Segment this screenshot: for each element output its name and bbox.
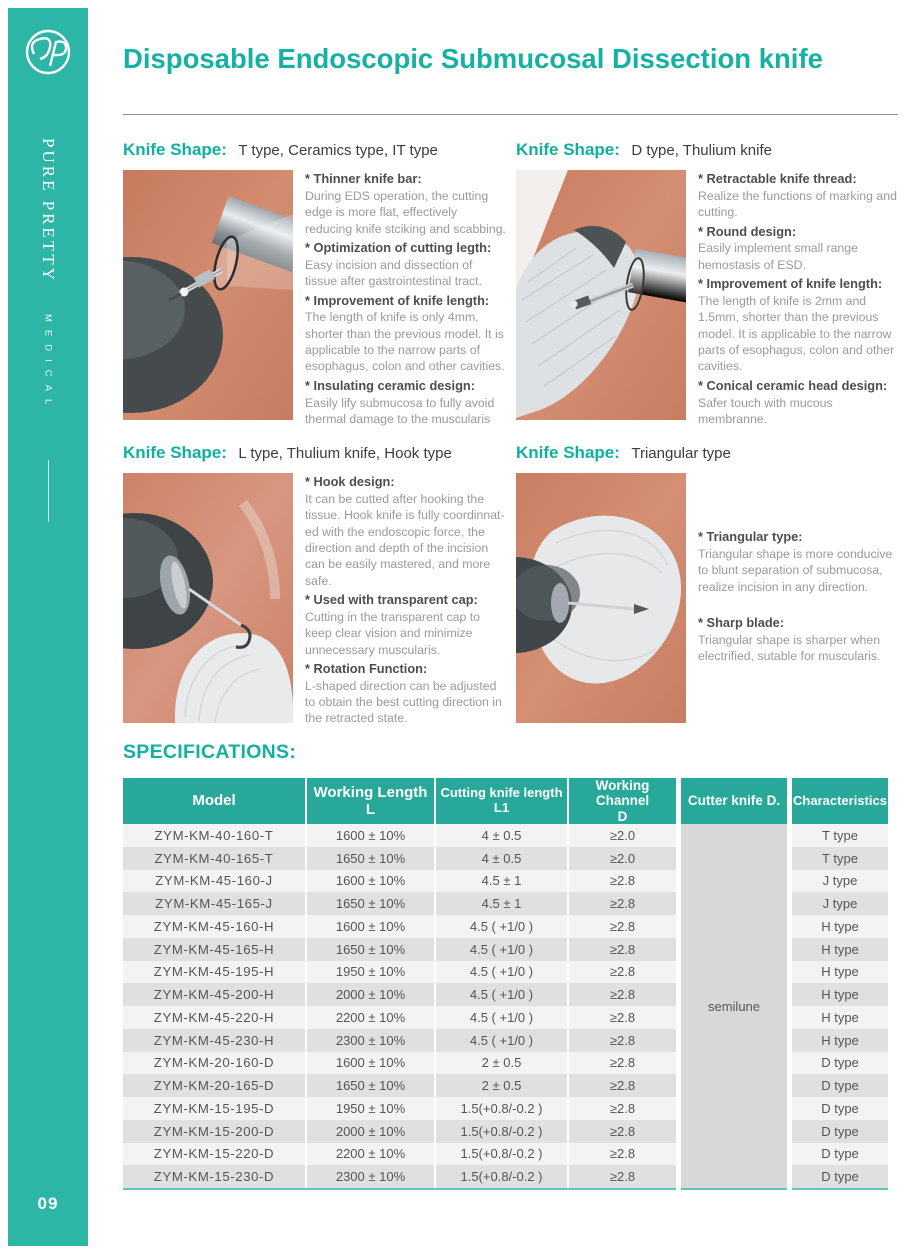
- characteristics-cell: D type: [792, 1165, 888, 1188]
- feature-description: During EDS operation, the cutting edge is more flat, effectively reducing knife stciking and scabbing.: [305, 188, 506, 236]
- cutting-knife-length-cell: 1.5(+0.8/-0.2 ): [436, 1165, 569, 1188]
- feature-list: [698, 473, 900, 685]
- spec-table-row: [123, 1052, 676, 1075]
- cutting-knife-length-cell: 4.5 ± 1: [436, 870, 569, 893]
- working-length-cell: 1600 ± 10%: [307, 824, 436, 847]
- specifications-heading: SPECIFICATIONS:: [123, 741, 297, 763]
- knife-shape-label: Knife Shape:: [123, 140, 227, 159]
- spec-main-columns: [123, 778, 676, 1190]
- spec-table-row: [123, 961, 676, 984]
- knife-shape-section-d-type: [516, 140, 900, 430]
- cutting-knife-length-cell: 4.5 ( +1/0 ): [436, 983, 569, 1006]
- section-header: [123, 443, 507, 467]
- feature-description: Realize the functions of marking and cutting.: [698, 188, 897, 220]
- feature-description: Triangular shape is more conducive to blunt separation of submucosa, realize incision in any direction.: [698, 546, 893, 594]
- cutting-knife-length-cell: 4.5 ( +1/0 ): [436, 1006, 569, 1029]
- feature-description: Easily lify submucosa to fully avoid thermal damage to the muscularis: [305, 395, 495, 426]
- characteristics-body: [792, 824, 888, 1190]
- column-header-sublabel: D: [617, 808, 628, 824]
- knife-shape-section-triangular-type: [516, 443, 900, 723]
- characteristics-cell: D type: [792, 1097, 888, 1120]
- spec-table-header: [123, 778, 676, 824]
- characteristics-cell: T type: [792, 824, 888, 847]
- spec-table-row: [123, 1006, 676, 1029]
- cutting-knife-length-cell: 1.5(+0.8/-0.2 ): [436, 1097, 569, 1120]
- working-channel-cell: ≥2.8: [609, 964, 636, 980]
- working-channel-cell: ≥2.8: [609, 1055, 636, 1071]
- spec-table-row: [123, 870, 676, 893]
- column-header-model: [123, 778, 307, 824]
- column-header-characteristics: [792, 778, 888, 824]
- working-channel-cell: ≥2.8: [609, 1078, 636, 1094]
- brand-division: MEDICAL: [42, 314, 54, 413]
- feature-description: It can be cutted after hooking the tissue. Hook knife is fully coordinnat-ed with the endoscopic force, the direction and depth of the incision can be easily mastered, and more safe.: [305, 491, 505, 588]
- feature-list: [698, 170, 900, 430]
- model-cell: ZYM-KM-15-220-D: [123, 1143, 307, 1166]
- cutting-knife-length-cell: 4.5 ( +1/0 ): [436, 915, 569, 938]
- characteristics-cell: J type: [792, 870, 888, 893]
- working-length-cell: 2000 ± 10%: [307, 1120, 436, 1143]
- spec-table-row: [123, 892, 676, 915]
- working-channel-cell: ≥2.8: [609, 1032, 636, 1048]
- cutting-knife-length-cell: 4.5 ( +1/0 ): [436, 938, 569, 961]
- column-header-working-channel: [569, 778, 676, 824]
- page-title: Disposable Endoscopic Submucosal Dissection knife: [123, 43, 823, 74]
- feature-description: Safer touch with mucous membranne.: [698, 395, 833, 426]
- working-length-cell: 1650 ± 10%: [307, 892, 436, 915]
- working-length-cell: 1650 ± 10%: [307, 847, 436, 870]
- column-header-cutting-knife-length: [436, 778, 569, 824]
- cutting-knife-length-cell: 4 ± 0.5: [436, 847, 569, 870]
- column-header-label: Cutter knife D.: [687, 793, 781, 809]
- knife-shape-label: Knife Shape:: [516, 443, 620, 462]
- spec-table-row: [123, 1143, 676, 1166]
- characteristics-cell: D type: [792, 1074, 888, 1097]
- spec-table-row: [123, 915, 676, 938]
- main-content: [123, 0, 898, 1252]
- model-cell: ZYM-KM-15-230-D: [123, 1165, 307, 1188]
- model-cell: ZYM-KM-45-165-J: [123, 892, 307, 915]
- feature-description: L-shaped direction can be adjusted to obtain the best cutting direction in the retracted state.: [305, 678, 502, 726]
- characteristics-cell: H type: [792, 1006, 888, 1029]
- knife-shape-section-hook-type: [123, 443, 507, 730]
- model-cell: ZYM-KM-45-165-H: [123, 938, 307, 961]
- characteristics-cell: D type: [792, 1052, 888, 1075]
- cutting-knife-length-cell: 2 ± 0.5: [436, 1074, 569, 1097]
- spec-table-row: [123, 938, 676, 961]
- specifications-table: [123, 778, 888, 1190]
- characteristics-cell: H type: [792, 915, 888, 938]
- feature-description: The length of knife is 2mm and 1.5mm, shorter than the previous model. It is applicable to the narrow parts of esophagus, colon and other cavities.: [698, 294, 895, 374]
- working-channel-cell: ≥2.8: [609, 873, 636, 889]
- working-length-cell: 2200 ± 10%: [307, 1143, 436, 1166]
- working-length-cell: 2300 ± 10%: [307, 1029, 436, 1052]
- feature-description: The length of knife is only 4mm, shorter than the previous model. It is applicable to the narrow parts of esophagus, colon and other cavities.: [305, 310, 505, 374]
- working-channel-cell: ≥2.8: [609, 918, 636, 934]
- feature-title: * Round design:: [698, 223, 797, 239]
- working-channel-cell: ≥2.8: [609, 1100, 636, 1116]
- feature-description: Triangular shape is sharper when electrified, sutable for muscularis.: [698, 632, 881, 664]
- working-length-cell: 1600 ± 10%: [307, 1052, 436, 1075]
- model-cell: ZYM-KM-20-165-D: [123, 1074, 307, 1097]
- feature-description: Easy incision and dissection of tissue after gastrointestinal tract.: [305, 257, 483, 289]
- working-length-cell: 2000 ± 10%: [307, 983, 436, 1006]
- working-channel-cell: ≥2.8: [609, 896, 636, 912]
- spec-table-row: [123, 983, 676, 1006]
- spec-table-row: [123, 1097, 676, 1120]
- characteristics-cell: H type: [792, 1029, 888, 1052]
- working-length-cell: 1650 ± 10%: [307, 1074, 436, 1097]
- cutting-knife-length-cell: 1.5(+0.8/-0.2 ): [436, 1120, 569, 1143]
- knife-shape-types: L type, Thulium knife, Hook type: [238, 445, 452, 462]
- characteristics-cell: H type: [792, 938, 888, 961]
- cutter-knife-column: [681, 778, 787, 1190]
- model-cell: ZYM-KM-45-230-H: [123, 1029, 307, 1052]
- d-type-knife-photo: [516, 170, 686, 420]
- feature-list: [305, 473, 507, 730]
- feature-title: * Improvement of knife length:: [305, 292, 490, 308]
- knife-shape-label: Knife Shape:: [123, 443, 227, 462]
- model-cell: ZYM-KM-45-200-H: [123, 983, 307, 1006]
- cutting-knife-length-cell: 4 ± 0.5: [436, 824, 569, 847]
- working-length-cell: 1600 ± 10%: [307, 915, 436, 938]
- characteristics-cell: D type: [792, 1120, 888, 1143]
- characteristics-cell: T type: [792, 847, 888, 870]
- pure-pretty-monogram-icon: [20, 24, 76, 80]
- feature-title: * Thinner knife bar:: [305, 171, 422, 186]
- working-length-cell: 1950 ± 10%: [307, 961, 436, 984]
- model-cell: ZYM-KM-20-160-D: [123, 1052, 307, 1075]
- column-header-sublabel: L: [365, 801, 376, 818]
- hook-type-knife-photo: [123, 473, 293, 723]
- characteristics-column: [792, 778, 888, 1190]
- characteristics-cell: H type: [792, 961, 888, 984]
- section-header: [123, 140, 507, 164]
- cutting-knife-length-cell: 1.5(+0.8/-0.2 ): [436, 1143, 569, 1166]
- knife-shape-types: D type, Thulium knife: [631, 142, 772, 159]
- model-cell: ZYM-KM-45-160-H: [123, 915, 307, 938]
- column-header-label: Working Channel: [595, 777, 650, 809]
- column-header-label: Working Length: [313, 783, 428, 801]
- spec-table-row: [123, 1165, 676, 1188]
- model-cell: ZYM-KM-45-195-H: [123, 961, 307, 984]
- knife-shape-types: T type, Ceramics type, IT type: [238, 142, 438, 159]
- feature-title: * Optimization of cutting legth:: [305, 239, 492, 255]
- feature-description: Cutting in the transparent cap to keep clear vision and minimize unnecessary muscularis.: [305, 609, 480, 657]
- sidebar-divider-line: [48, 460, 49, 522]
- brand-name: PURE PRETTY: [39, 138, 58, 283]
- cutting-knife-length-cell: 4.5 ( +1/0 ): [436, 961, 569, 984]
- knife-shape-label: Knife Shape:: [516, 140, 620, 159]
- working-channel-cell: ≥2.8: [609, 1123, 636, 1139]
- cutting-knife-length-cell: 4.5 ± 1: [436, 892, 569, 915]
- spec-table-row: [123, 1029, 676, 1052]
- working-length-cell: 1950 ± 10%: [307, 1097, 436, 1120]
- working-channel-cell: ≥2.8: [609, 941, 636, 957]
- feature-title: * Triangular type:: [698, 529, 803, 544]
- cutting-knife-length-cell: 2 ± 0.5: [436, 1052, 569, 1075]
- model-cell: ZYM-KM-45-220-H: [123, 1006, 307, 1029]
- working-channel-cell: ≥2.8: [609, 1009, 636, 1025]
- feature-title: * Insulating ceramic design:: [305, 377, 475, 393]
- model-cell: ZYM-KM-15-200-D: [123, 1120, 307, 1143]
- triangular-type-knife-photo: [516, 473, 686, 723]
- spec-table-row: [123, 824, 676, 847]
- page-number: 09: [37, 1194, 59, 1213]
- feature-title: * Sharp blade:: [698, 614, 785, 630]
- characteristics-cell: J type: [792, 892, 888, 915]
- cutting-knife-length-cell: 4.5 ( +1/0 ): [436, 1029, 569, 1052]
- title-divider: [123, 114, 898, 115]
- model-cell: ZYM-KM-40-165-T: [123, 847, 307, 870]
- working-length-cell: 2200 ± 10%: [307, 1006, 436, 1029]
- section-header: [516, 140, 900, 164]
- working-length-cell: 1600 ± 10%: [307, 870, 436, 893]
- column-header-label: Model: [192, 792, 236, 810]
- knife-shape-types: Triangular type: [631, 445, 731, 462]
- spec-table-row: [123, 1120, 676, 1143]
- knife-shape-section-t-type: [123, 140, 507, 430]
- feature-title: * Hook design:: [305, 474, 395, 489]
- column-header-working-length: [307, 778, 436, 824]
- working-channel-cell: ≥2.0: [609, 850, 636, 866]
- working-length-cell: 1650 ± 10%: [307, 938, 436, 961]
- feature-title: * Retractable knife thread:: [698, 171, 857, 186]
- working-length-cell: 2300 ± 10%: [307, 1165, 436, 1188]
- feature-title: * Used with transparent cap:: [305, 591, 478, 607]
- feature-title: * Conical ceramic head design:: [698, 377, 888, 393]
- working-channel-cell: ≥2.0: [609, 827, 636, 843]
- characteristics-cell: D type: [792, 1143, 888, 1166]
- feature-title: * Rotation Function:: [305, 660, 428, 676]
- sidebar: [8, 8, 88, 1246]
- model-cell: ZYM-KM-15-195-D: [123, 1097, 307, 1120]
- column-header-cutter-knife-d: [681, 778, 787, 824]
- column-header-label: Characteristics: [793, 792, 887, 808]
- working-channel-cell: ≥2.8: [609, 1146, 636, 1162]
- t-type-knife-photo: [123, 170, 293, 420]
- spec-table-row: [123, 847, 676, 870]
- model-cell: ZYM-KM-45-160-J: [123, 870, 307, 893]
- feature-title: * Improvement of knife length:: [698, 276, 883, 292]
- spec-table-row: [123, 1074, 676, 1097]
- cutter-knife-value-cell: semilune: [681, 824, 787, 1190]
- section-header: [516, 443, 900, 467]
- feature-list: [305, 170, 507, 430]
- model-cell: ZYM-KM-40-160-T: [123, 824, 307, 847]
- working-channel-cell: ≥2.8: [609, 987, 636, 1003]
- spec-table-body: [123, 824, 676, 1190]
- column-header-label: Cutting knife length: [440, 785, 563, 801]
- feature-description: Easily implement small range hemostasis of ESD.: [698, 241, 858, 272]
- working-channel-cell: ≥2.8: [609, 1169, 636, 1185]
- characteristics-cell: H type: [792, 983, 888, 1006]
- column-header-sublabel: L1: [493, 800, 510, 815]
